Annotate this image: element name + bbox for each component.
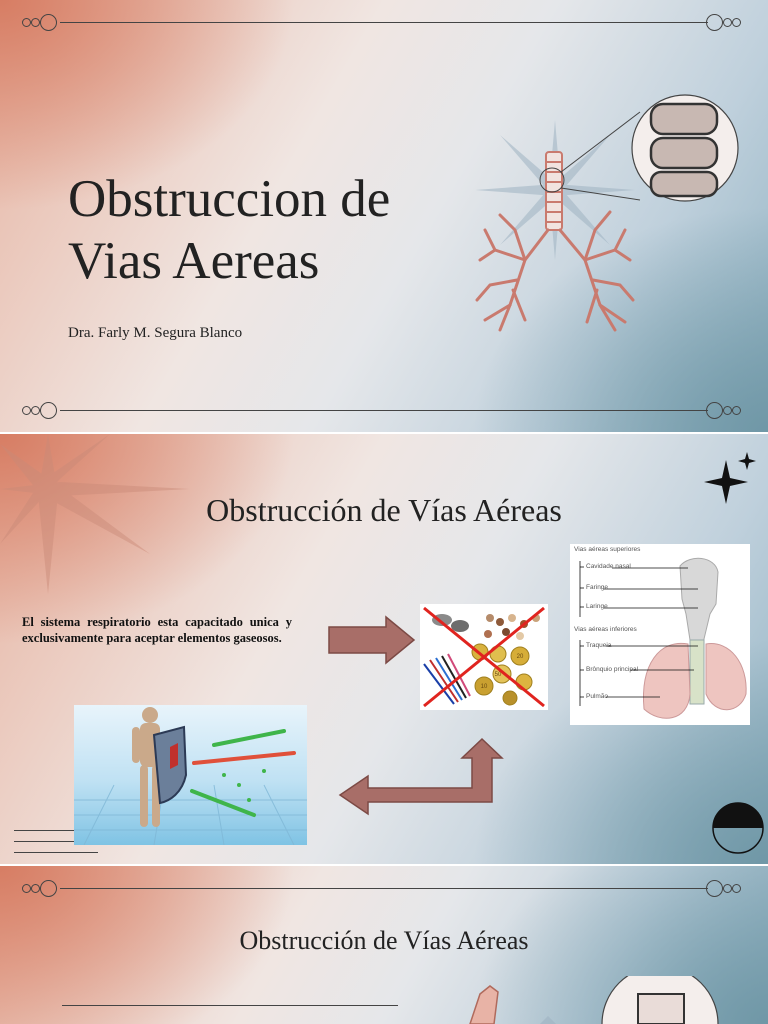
diagram-label-nasal: Cavidade nasal [586, 563, 631, 570]
divider-s3-top [60, 888, 708, 889]
lungs-illustration [455, 90, 755, 340]
slide-heading: Obstrucción de Vías Aéreas [206, 492, 562, 528]
ring-ornament-left-bottom [22, 402, 62, 418]
coin-value-3: 10 [480, 684, 488, 690]
diagram-label-trachea: Traqueia [586, 642, 612, 649]
arrow-elbow-icon [336, 736, 506, 816]
divider-top [60, 22, 708, 23]
divider-bottom [60, 410, 708, 411]
diagram-label-larynx: Laringe [586, 603, 608, 610]
forbidden-objects-image [420, 604, 548, 710]
slide-title [0, 0, 768, 432]
title-line-1: Obstruccion de [68, 170, 391, 228]
ring-ornament-right-s3 [706, 880, 746, 896]
decor-line-1 [14, 830, 74, 831]
half-circle-decoration [710, 800, 766, 856]
ring-ornament-right-top [706, 14, 746, 30]
decor-line-3 [14, 852, 98, 853]
slide-body-text: El sistema respiratorio esta capacitado unica y exclusivamente para aceptar elementos gaseosos. [22, 615, 292, 645]
slide-content [0, 434, 768, 864]
title-line-2: Vias Aereas [68, 232, 320, 290]
slide-title-heading [68, 168, 458, 292]
author-name: Dra. Farly M. Segura Blanco [68, 325, 243, 341]
diagram-label-lung: Pulmão [586, 693, 609, 700]
airway-partial-illustration [440, 976, 750, 1024]
coin-value-2: 20 [516, 654, 524, 660]
diagram-label-pharynx: Faringe [586, 584, 609, 591]
diagram-label-bronchus: Brônquio principal [586, 666, 639, 673]
airway-anatomy-diagram [570, 544, 750, 725]
slide3-underline [62, 1005, 398, 1006]
slide-partial [0, 866, 768, 1024]
ring-ornament-right-bottom [706, 402, 746, 418]
shield-defense-image [74, 705, 307, 845]
arrow-right-icon [326, 614, 418, 666]
decor-line-2 [14, 841, 74, 842]
ring-ornament-left-top [22, 14, 62, 30]
coin-value-1: 50 [494, 672, 502, 678]
ring-ornament-left-s3 [22, 880, 62, 896]
diagram-lower-heading: Vias aéreas inferiores [574, 626, 637, 633]
slide3-heading: Obstrucción de Vías Aéreas [239, 926, 529, 955]
diagram-upper-heading: Vias aéreas superiores [574, 546, 641, 553]
